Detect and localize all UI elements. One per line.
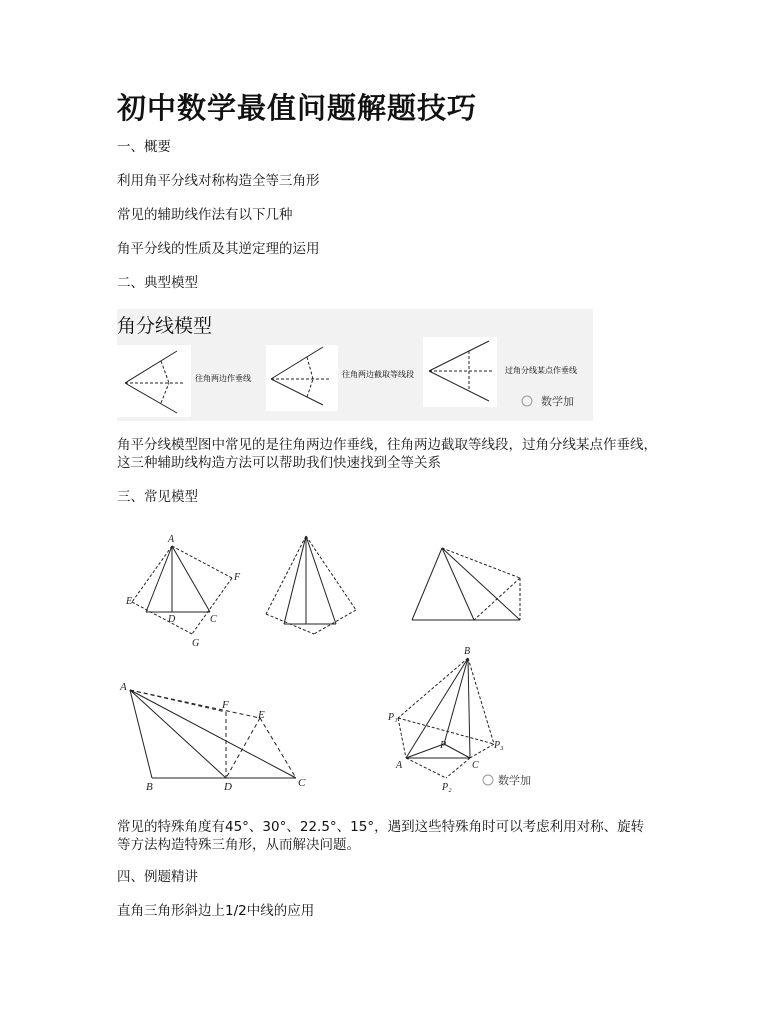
watermark: 数学加 (541, 396, 574, 408)
label-C: C (472, 760, 479, 771)
panel-3-bg (423, 337, 497, 407)
label-C: C (298, 777, 306, 789)
angle-bisector-model-figure (117, 309, 593, 421)
label-P3: P₃ (494, 740, 504, 751)
paragraph: 常见的辅助线作法有以下几种 (117, 207, 293, 223)
paragraph: 角平分线模型图中常见的是往角两边作垂线，往角两边截取等线段，过角分线某点作垂线，这三种辅助线构造方法可以帮助我们快速找到全等关系 (117, 437, 657, 471)
caption-3: 过角分线某点作垂线 (505, 366, 577, 375)
watermark-logo-icon (522, 396, 532, 406)
angle-bisector-diagrams (117, 309, 593, 421)
document-title: 初中数学最值问题解题技巧 (117, 91, 478, 125)
diagram-model-2 (266, 536, 356, 634)
label-A: A (396, 760, 403, 771)
common-models-figure (110, 522, 550, 798)
label-P2: P₂ (442, 782, 452, 793)
label-A: A (168, 534, 175, 545)
label-A: A (120, 681, 127, 693)
label-B: B (464, 646, 471, 657)
paragraph: 一、概要 (117, 139, 171, 155)
diagram-model-4 (130, 690, 296, 778)
section-heading: 三、常见模型 (117, 489, 198, 505)
diagram-model-3 (412, 548, 520, 620)
label-B: B (146, 781, 153, 793)
label-C: C (210, 614, 217, 625)
caption-2: 往角两边截取等线段 (342, 370, 414, 379)
watermark: 数学加 (498, 775, 531, 787)
label-P: P (440, 740, 447, 751)
paragraph: 利用角平分线对称构造全等三角形 (117, 173, 320, 189)
watermark-logo-icon (483, 775, 493, 785)
panel-2-bg (266, 345, 338, 411)
caption-1: 往角两边作垂线 (195, 374, 251, 383)
paragraph: 角平分线的性质及其逆定理的运用 (117, 241, 320, 257)
diagram-model-1 (132, 546, 232, 634)
label-F: F (222, 699, 229, 711)
paragraph: 直角三角形斜边上1/2中线的应用 (117, 903, 315, 919)
label-F: F (234, 572, 241, 583)
figure-heading: 角分线模型 (117, 315, 213, 337)
label-E: E (258, 709, 265, 721)
label-G: G (192, 638, 200, 649)
label-E: E (126, 596, 133, 607)
section-heading: 二、典型模型 (117, 275, 198, 291)
label-D: D (168, 614, 176, 625)
diagram-model-5 (398, 658, 494, 778)
section-heading: 四、例题精讲 (117, 869, 198, 885)
label-P1: P₁ (388, 712, 398, 723)
label-D: D (224, 781, 232, 793)
paragraph: 常见的特殊角度有45°、30°、22.5°、15°，遇到这些特殊角时可以考虑利用对称、旋转等方法构造特殊三角形，从而解决问题。 (117, 819, 645, 853)
